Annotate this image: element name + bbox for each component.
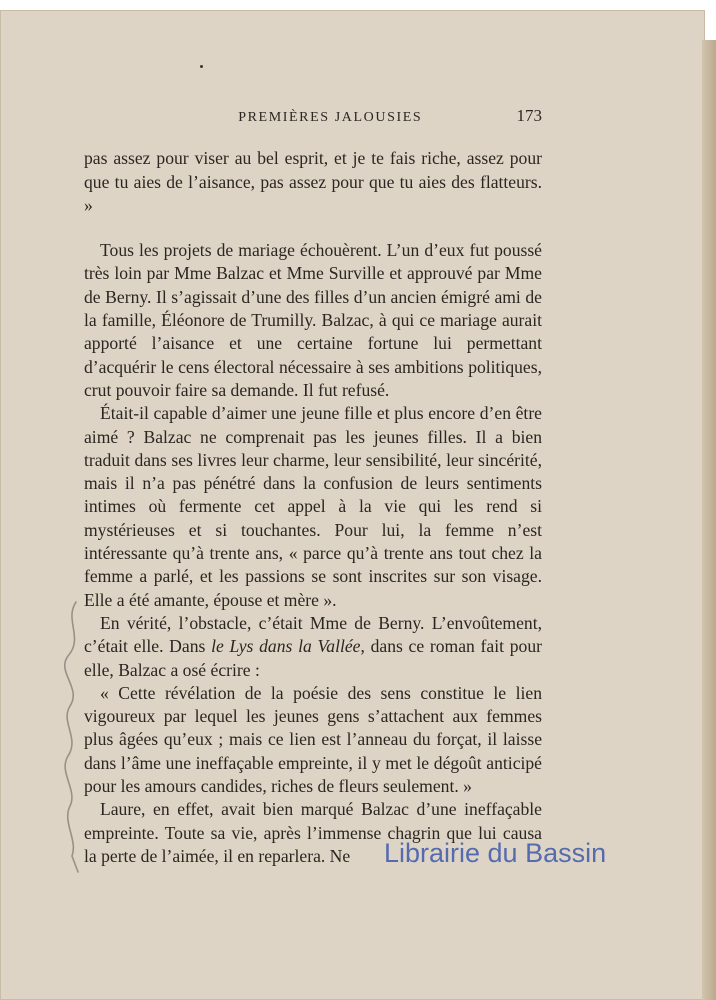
page-text-block — [84, 104, 542, 868]
book-title-italic: le Lys dans la Vallée — [211, 636, 361, 657]
paragraph-continued: pas assez pour viser au bel esprit, et je te fais riche, assez pour que tu aies de l’aisance, pas assez pour que tu aies des flatteurs. » — [84, 148, 542, 215]
paragraph-laure: Laure, en effet, avait bien marqué Balzac d’une ineffaçable empreinte. Toute sa vie, après l’immense chagrin que lui causa la perte de l’aimée, il en reparlera. Ne — [84, 799, 542, 866]
pencil-margin-mark — [58, 600, 88, 880]
running-header — [84, 104, 542, 129]
paragraph-obstacle-end: , dans ce roman fait pour elle, Balzac a osé écrire : — [84, 636, 542, 680]
ink-speck — [200, 65, 203, 68]
paragraph-young-girls: Était-il capable d’aimer une jeune fille et plus encore d’en être aimé ? Balzac ne comprenait pas les jeunes filles. Il a bien traduit dans ses livres leur charme, leur sensibilité, leur sincérité, mais il n’a pas pénétré dans la confusion de leurs sentiments intimes où fermente cet appel à la vie qui les rend si mystérieuses et si touchantes. Pour lui, la femme n’est intéressante qu’à trente ans, « parce qu’à trente ans tout chez la femme a parlé, et les passions se sont inscrites sur son visage. Elle a été amante, épouse et mère ». — [84, 403, 542, 610]
paragraph-marriage-projects: Tous les projets de mariage échouèrent. L’un d’eux fut poussé très loin par Mme Balzac et Mme Surville et approuvé par Mme de Berny. Il s’agissait d’une des filles d’un ancien émigré ami de la famille, Éléonore de Trumilly. Balzac, à qui ce mariage aurait apporté l’aisance et une certaine fortune lui permettant d’acquérir le cens électoral nécessaire à ses ambitions politiques, crut pouvoir faire sa demande. Il fut refusé. — [84, 240, 542, 400]
section-gap — [84, 217, 542, 239]
chapter-title: PREMIÈRES JALOUSIES — [238, 110, 423, 125]
page-number: 173 — [516, 106, 542, 125]
watermark-text: Librairie du Bassin — [384, 838, 607, 868]
paragraph-obstacle-start: En vérité, l’obstacle, c’était Mme de Berny. L’envoûtement, c’était elle. Dans — [84, 612, 542, 657]
quotation-paragraph: « Cette révélation de la poésie des sens constitue le lien vigoureux par lequel les jeunes gens s’attachent aux femmes plus âgées qu’eux ; mais ce lien est l’anneau du forçat, il laisse dans l’âme une ineffaçable empreinte, il y met le dégoût anticipé pour les amours candides, riches de fleurs seulement. » — [84, 682, 542, 797]
paragraph-obstacle — [84, 612, 542, 682]
page-edge-shadow — [702, 40, 716, 1000]
